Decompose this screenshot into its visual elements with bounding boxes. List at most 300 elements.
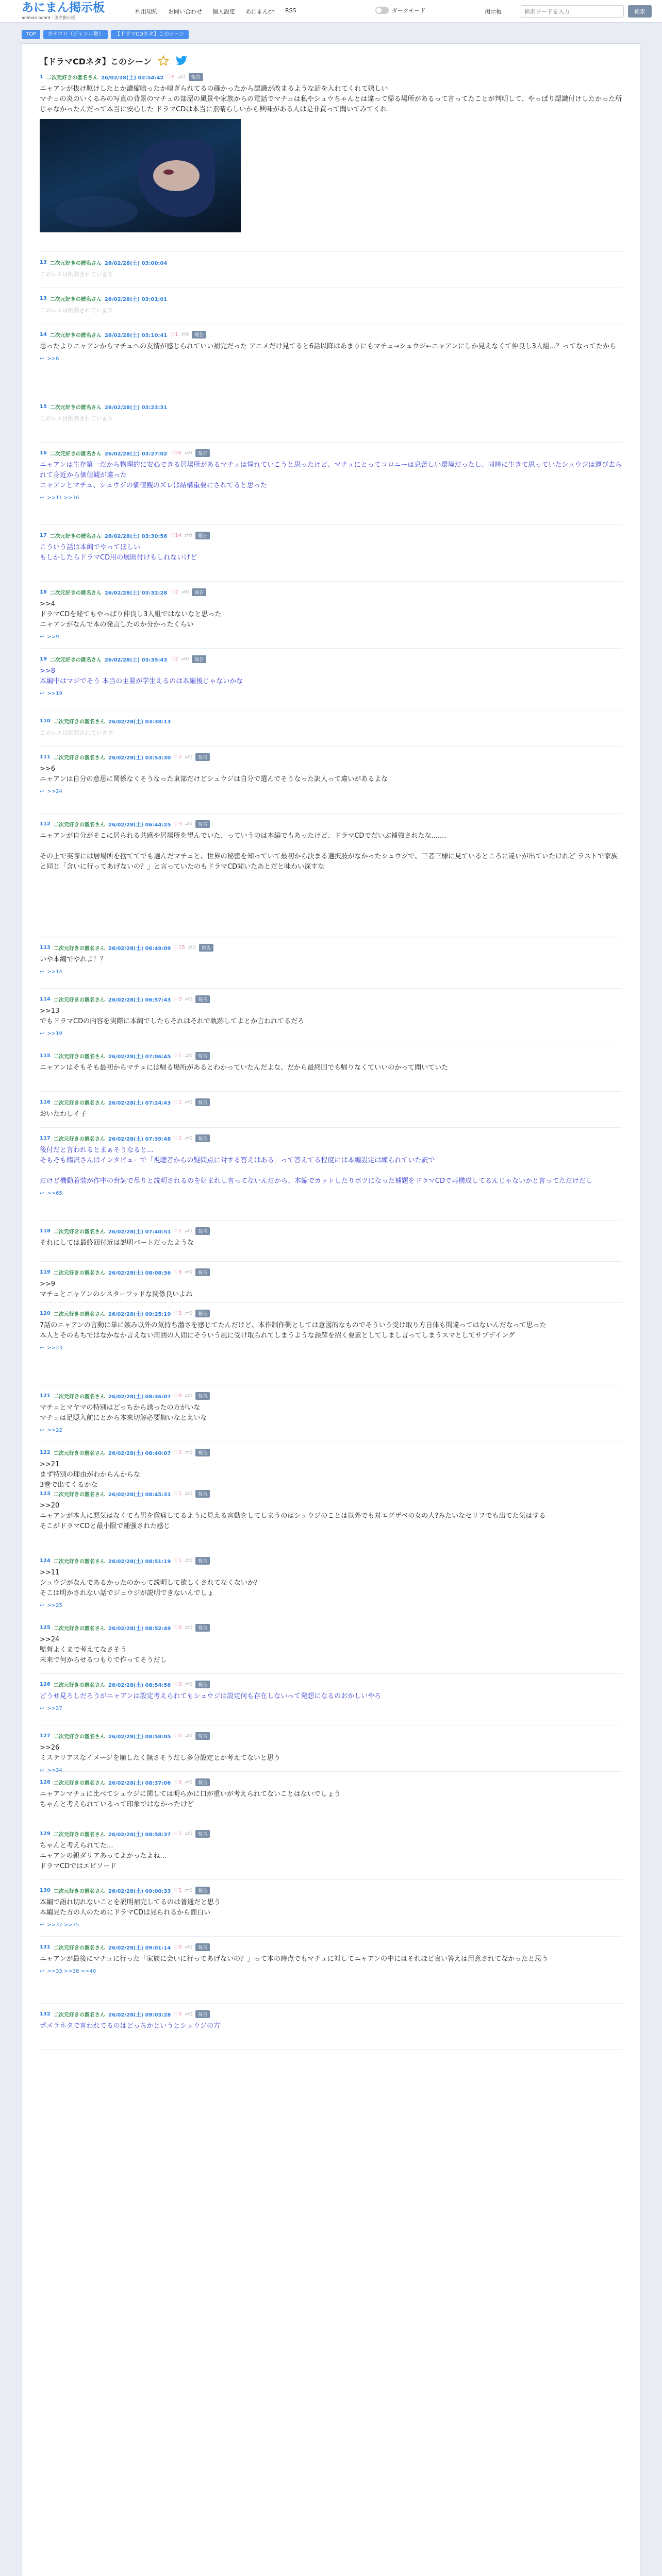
- post-number[interactable]: 121: [40, 1393, 51, 1399]
- nav-contact-link[interactable]: お問い合わせ: [168, 8, 202, 15]
- like-button[interactable]: [174, 945, 185, 951]
- post-item: [40, 1052, 622, 1092]
- post-author: 二次元好きの匿名さん: [53, 1054, 105, 1060]
- report-button[interactable]: 報告: [195, 753, 210, 761]
- post-number[interactable]: 122: [40, 1449, 51, 1455]
- post-header: [40, 1556, 622, 1565]
- nav-settings-link[interactable]: 個人設定: [212, 8, 235, 15]
- report-button[interactable]: 報告: [189, 73, 203, 81]
- toggle-switch-icon[interactable]: [375, 7, 389, 14]
- post-body: [40, 1145, 622, 1187]
- reply-link[interactable]: >>6: [47, 356, 59, 362]
- post-author: 二次元好きの匿名さん: [49, 657, 102, 663]
- share-button[interactable]: [185, 821, 193, 827]
- reply-link[interactable]: >>19: [47, 1031, 62, 1037]
- reply-links: [40, 691, 622, 697]
- heart-icon: ♡: [174, 2011, 179, 2017]
- share-count: 0: [189, 1053, 193, 1059]
- share-button[interactable]: [185, 1053, 193, 1059]
- reply-link[interactable]: >>25: [47, 1603, 62, 1608]
- post-line: ニャアンがなんで本の発言したのか分かったくらい: [40, 621, 194, 629]
- nav-animanch-link[interactable]: あにまんch: [245, 8, 275, 15]
- reply-icon: ↩: [40, 1603, 44, 1608]
- post-date: 26/02/28(土) 03:00:04: [104, 260, 168, 266]
- reply-link[interactable]: >>24: [47, 789, 62, 794]
- report-button[interactable]: 報告: [195, 1134, 210, 1142]
- like-count: 2: [178, 754, 182, 760]
- share-button[interactable]: [181, 656, 189, 662]
- favorite-star-icon[interactable]: [158, 55, 169, 66]
- post-line: 未来で何からせるつもりで作ってそうだし: [40, 1656, 167, 1664]
- report-button[interactable]: 報告: [195, 532, 210, 539]
- post-number[interactable]: 112: [40, 821, 51, 827]
- reply-icon: ↩: [40, 1345, 44, 1351]
- breadcrumb-thread[interactable]: 【ドラマCDネタ】このシーン: [111, 30, 188, 39]
- reply-links: [40, 634, 622, 640]
- like-button[interactable]: [170, 589, 178, 595]
- retweet-icon: ⇄: [185, 1053, 190, 1059]
- post-line: ちゃんと考えられているって印象ではなかったけど: [40, 1801, 194, 1808]
- nav-rss-link[interactable]: RSS: [285, 7, 296, 14]
- post-item: [40, 717, 622, 747]
- report-button[interactable]: 報告: [195, 1681, 210, 1688]
- report-button[interactable]: 報告: [195, 1887, 210, 1894]
- post-line: ミステリアスなイメージを崩したく無さそうだし多分設定とか考えてないと思う: [40, 1754, 280, 1762]
- share-button[interactable]: [185, 1780, 193, 1785]
- like-button[interactable]: [174, 1311, 181, 1316]
- reply-icon: ↩: [40, 969, 44, 975]
- reply-link[interactable]: >>14: [47, 969, 62, 975]
- report-button[interactable]: 報告: [195, 1624, 210, 1632]
- post-date: 26/02/28(土) 08:54:56: [108, 1682, 171, 1688]
- post-number[interactable]: 113: [40, 944, 51, 951]
- post-author: 二次元好きの匿名さん: [49, 332, 102, 338]
- post-body: [40, 955, 622, 965]
- post-author: 二次元好きの匿名さん: [49, 451, 102, 457]
- post-body: [40, 1063, 622, 1073]
- post-date: 26/02/28(土) 03:10:41: [104, 332, 168, 338]
- post-line: ニャアンの親ダリアあってよかったよね...: [40, 1852, 167, 1860]
- post-number[interactable]: 17: [40, 532, 47, 538]
- post-item: [40, 73, 622, 252]
- retweet-icon: ⇄: [185, 1393, 190, 1399]
- post-line: ポメラネタで言われてるのはどっちかというとシュウジの方: [40, 2022, 221, 2030]
- like-button[interactable]: [174, 1682, 181, 1687]
- share-button[interactable]: [185, 1831, 193, 1837]
- report-button[interactable]: 報告: [195, 1830, 210, 1838]
- report-button[interactable]: 報告: [195, 2010, 210, 2018]
- like-button[interactable]: [167, 74, 174, 80]
- post-number[interactable]: 13: [40, 295, 47, 301]
- like-button[interactable]: [174, 821, 181, 827]
- report-button[interactable]: 報告: [195, 1098, 210, 1106]
- page-title: 【ドラマCDネタ】このシーン: [40, 56, 152, 66]
- post-number[interactable]: 125: [40, 1624, 51, 1631]
- reply-links: [40, 356, 622, 362]
- share-button[interactable]: [185, 1944, 193, 1950]
- post-author: 二次元好きの匿名さん: [53, 997, 105, 1003]
- post-header: [40, 820, 622, 828]
- heart-icon: ♡: [170, 532, 175, 538]
- post-author: 二次元好きの匿名さん: [53, 1558, 105, 1565]
- post-author: 二次元好きの匿名さん: [53, 1682, 105, 1688]
- post-body: [40, 1743, 622, 1764]
- retweet-icon: ⇄: [185, 996, 190, 1002]
- post-body: [40, 1109, 622, 1120]
- post-number[interactable]: 15: [40, 403, 47, 410]
- post-author: 二次元好きの匿名さん: [49, 590, 102, 596]
- post-item: [40, 1829, 622, 1880]
- post-line: 本編見た方の人のためにドラマCDは見られるから面白い: [40, 1909, 211, 1917]
- retweet-icon: ⇄: [185, 1557, 190, 1564]
- share-button[interactable]: [185, 1888, 193, 1893]
- report-button[interactable]: 報告: [195, 1052, 210, 1060]
- share-button[interactable]: [185, 1625, 193, 1631]
- like-button[interactable]: [170, 533, 181, 538]
- reply-link[interactable]: >>33 >>38 >>40: [47, 1969, 96, 1974]
- twitter-share-icon[interactable]: [175, 55, 188, 66]
- site-subtitle: animan board - 匿名掲示板: [22, 15, 75, 20]
- post-line: ちゃんと考えられてた...: [40, 1842, 113, 1850]
- report-button[interactable]: 報告: [195, 449, 210, 457]
- report-button[interactable]: 報告: [195, 1490, 210, 1498]
- report-button[interactable]: 報告: [199, 944, 213, 952]
- share-button[interactable]: [185, 1450, 193, 1455]
- post-number[interactable]: 120: [40, 1310, 51, 1316]
- post-header: [40, 995, 622, 1003]
- post-number[interactable]: 18: [40, 589, 47, 595]
- report-button[interactable]: 報告: [195, 1557, 210, 1565]
- like-button[interactable]: [174, 1136, 181, 1141]
- post-header: [40, 294, 622, 302]
- like-button[interactable]: [174, 1053, 181, 1059]
- like-button[interactable]: [174, 1228, 181, 1234]
- like-count: 1: [178, 1053, 182, 1059]
- share-button[interactable]: [185, 1228, 193, 1234]
- post-line: ドラマCDではエピソード: [40, 1862, 117, 1870]
- like-button[interactable]: [170, 656, 178, 662]
- post-author: 二次元好きの匿名さん: [53, 1311, 105, 1317]
- post-body: [40, 1279, 622, 1300]
- like-button[interactable]: [174, 1733, 181, 1739]
- post-body: [40, 2021, 622, 2031]
- post-number[interactable]: 14: [40, 331, 47, 337]
- post-number[interactable]: 119: [40, 1269, 51, 1275]
- share-button[interactable]: [185, 533, 192, 538]
- like-count: 1: [178, 1887, 182, 1893]
- heart-icon: ♡: [174, 754, 179, 760]
- retweet-icon: ⇄: [185, 754, 190, 760]
- reply-icon: ↩: [40, 1768, 44, 1773]
- heart-icon: ♡: [174, 1449, 179, 1455]
- share-count: 0: [189, 1624, 193, 1631]
- share-button[interactable]: [181, 589, 189, 595]
- reply-link[interactable]: >>19: [47, 691, 62, 697]
- breadcrumb-top[interactable]: TOP: [22, 30, 40, 39]
- post-number[interactable]: 114: [40, 996, 51, 1002]
- like-button[interactable]: [174, 1450, 181, 1455]
- post-author: 二次元好きの匿名さん: [53, 1492, 105, 1498]
- reply-link[interactable]: >>65: [47, 1191, 62, 1196]
- share-count: 0: [189, 1557, 193, 1564]
- like-button[interactable]: [174, 1780, 181, 1785]
- post-line: ニャアンマチュに比べてシュウジに関しては明らかに口が重いが考えられてないことはないでしょう: [40, 1790, 341, 1798]
- share-button[interactable]: [185, 2011, 193, 2017]
- like-button[interactable]: [174, 2011, 181, 2017]
- report-button[interactable]: 報告: [195, 1268, 210, 1276]
- post-item: [40, 402, 622, 443]
- post-line: シュウジがなんであるかったのかって説明して欲しくされてなくないか？: [40, 1579, 261, 1587]
- search-button[interactable]: 検索: [628, 5, 652, 18]
- post-item: [40, 1680, 622, 1725]
- post-item: [40, 1268, 622, 1303]
- post-date: 26/02/28(土) 06:44:25: [108, 822, 171, 828]
- share-button[interactable]: [185, 450, 192, 456]
- share-button[interactable]: [185, 1136, 193, 1141]
- like-button[interactable]: [174, 1625, 181, 1631]
- nav-terms-link[interactable]: 利用規約: [135, 8, 158, 15]
- post-image[interactable]: [40, 119, 241, 232]
- reply-links: [40, 1768, 622, 1773]
- reply-link[interactable]: >>23: [47, 1345, 62, 1351]
- reply-links: [40, 1428, 622, 1433]
- post-date: 26/02/28(土) 08:58:37: [108, 1832, 171, 1838]
- report-button[interactable]: 報告: [192, 331, 206, 338]
- post-body: [40, 1320, 622, 1341]
- post-header: [40, 1778, 622, 1786]
- post-number[interactable]: 126: [40, 1681, 51, 1687]
- post-line: まず特別の理由がわからんからな: [40, 1471, 141, 1479]
- like-count: 3: [178, 1310, 182, 1316]
- post-number[interactable]: 124: [40, 1557, 51, 1564]
- reply-link[interactable]: >>27: [47, 1706, 62, 1711]
- share-count: 0: [189, 1944, 193, 1950]
- post-date: 26/02/28(土) 08:52:49: [108, 1625, 171, 1632]
- post-author: 二次元好きの匿名さん: [53, 1625, 105, 1632]
- post-number[interactable]: 1: [40, 74, 43, 80]
- reply-link[interactable]: >>37 >>75: [47, 1922, 79, 1928]
- reply-links: [40, 1191, 622, 1196]
- post-number[interactable]: 128: [40, 1779, 51, 1785]
- search-input[interactable]: [521, 5, 624, 18]
- share-button[interactable]: [185, 1491, 193, 1497]
- share-button[interactable]: [185, 1269, 193, 1275]
- share-button[interactable]: [185, 1099, 193, 1105]
- post-item: [40, 655, 622, 710]
- like-count: 0: [178, 1944, 182, 1950]
- post-item: [40, 1098, 622, 1128]
- post-number[interactable]: 111: [40, 754, 51, 760]
- reply-icon: ↩: [40, 789, 44, 794]
- post-date: 26/02/28(土) 09:00:33: [108, 1888, 171, 1894]
- report-button[interactable]: 報告: [195, 1227, 210, 1235]
- like-button[interactable]: [174, 1558, 181, 1564]
- post-item: [40, 1623, 622, 1674]
- post-author: 二次元好きの匿名さん: [53, 822, 105, 828]
- retweet-icon: ⇄: [185, 2011, 190, 2017]
- like-count: 1: [178, 1135, 182, 1141]
- reply-links: [40, 495, 622, 501]
- report-button[interactable]: 報告: [192, 655, 206, 663]
- like-button[interactable]: [174, 1269, 181, 1275]
- post-body: [40, 1789, 622, 1810]
- report-button[interactable]: 報告: [195, 1778, 210, 1786]
- report-button[interactable]: 報告: [195, 1449, 210, 1456]
- share-button[interactable]: [185, 754, 193, 760]
- post-date: 26/02/28(土) 08:58:05: [108, 1734, 171, 1740]
- reply-icon: ↩: [40, 1428, 44, 1433]
- share-button[interactable]: [181, 332, 189, 337]
- report-button[interactable]: 報告: [195, 820, 210, 828]
- heart-icon: ♡: [174, 1053, 179, 1059]
- post-number[interactable]: 13: [40, 259, 47, 265]
- retweet-icon: ⇄: [181, 589, 186, 595]
- heart-icon: ♡: [174, 1269, 179, 1275]
- retweet-icon: ⇄: [185, 1099, 190, 1105]
- post-header: [40, 1134, 622, 1142]
- like-button[interactable]: [174, 1491, 181, 1497]
- share-count: 0: [189, 1228, 193, 1234]
- post-line: 7話のニャアンの言動に単に嫉み以外の気持ち潜さを感じてたんだけど、本作制作側としては意図的なものでそういう受け取り方自体も間違ってはないんだなって思った: [40, 1321, 547, 1329]
- post-author: 二次元好きの匿名さん: [53, 1270, 105, 1276]
- post-body: [40, 1691, 622, 1702]
- share-button[interactable]: [185, 1733, 193, 1739]
- site-logo[interactable]: あにまん掲示板: [22, 1, 105, 14]
- like-button[interactable]: [170, 450, 181, 456]
- share-count: 0: [189, 1449, 193, 1455]
- post-body: [40, 1403, 622, 1423]
- share-button[interactable]: [178, 74, 186, 80]
- post-line: そもそも鶴沢さんはインタビューで「視聴者からの疑問点に対する答えはある」って答えてる程度には本編設定は練られていた訳で: [40, 1157, 435, 1164]
- reply-link[interactable]: >>22: [47, 1428, 62, 1433]
- post-body: [40, 543, 622, 563]
- post-body: [40, 1501, 622, 1532]
- reply-link[interactable]: >>9: [47, 634, 59, 640]
- post-item: [40, 1732, 622, 1772]
- share-count: 0: [186, 331, 189, 337]
- post-line: このレスは削除されています: [40, 271, 113, 278]
- post-header: [40, 1309, 622, 1317]
- post-line: おいたわしイ子: [40, 1110, 87, 1118]
- post-header: [40, 1268, 622, 1276]
- dark-mode-toggle[interactable]: [375, 6, 426, 14]
- post-body: [40, 84, 622, 115]
- share-button[interactable]: [185, 1311, 193, 1316]
- post-number[interactable]: 117: [40, 1135, 51, 1141]
- post-number[interactable]: 115: [40, 1053, 51, 1059]
- share-count: 0: [189, 1681, 193, 1687]
- like-button[interactable]: [174, 754, 181, 760]
- like-button[interactable]: [174, 1944, 181, 1950]
- post-line: ニャアンが本人に悪気はなくても男を徹痛してるように見える言動をしてしまうのはシュウジのことは以外でも対エグザベの女の人?みたいなセリフでも出てた気はする: [40, 1512, 546, 1520]
- report-button[interactable]: 報告: [195, 1943, 210, 1951]
- post-line: いや本編でやれよ！？: [40, 956, 107, 963]
- report-button[interactable]: 報告: [195, 1732, 210, 1740]
- like-count: 15: [178, 944, 185, 951]
- share-button[interactable]: [188, 945, 196, 951]
- report-button[interactable]: 報告: [195, 1310, 210, 1317]
- search-scope-select[interactable]: 掲示板: [485, 8, 502, 15]
- post-number[interactable]: 132: [40, 2011, 51, 2017]
- post-date: 26/02/28(土) 02:54:42: [101, 75, 164, 81]
- reply-link[interactable]: >>11 >>16: [47, 495, 79, 501]
- post-line: マチュは足隠入前にとから本来切解必要無いなとえいな: [40, 1414, 207, 1422]
- post-number[interactable]: 19: [40, 656, 47, 662]
- post-item: [40, 1886, 622, 1937]
- like-count: 3: [178, 996, 182, 1002]
- like-button[interactable]: [174, 996, 181, 1002]
- post-item: [40, 943, 622, 989]
- post-line: ニャアンとマチュ、シュウジの価値観のズレは結構重要にされてると思った: [40, 482, 267, 489]
- report-button[interactable]: 報告: [195, 995, 210, 1003]
- share-button[interactable]: [185, 1558, 193, 1564]
- share-button[interactable]: [185, 1682, 193, 1687]
- post-header: [40, 1623, 622, 1632]
- share-button[interactable]: [185, 996, 193, 1002]
- post-line: ニャアンは生存第一だから物理的に安心できる居場所があるマチュは憧れていこうと思ったけど、マチュにとってコロニーは息苦しい環境だったし、同時に生きて思っていたシュウジは運び去られて身近から価値観が違った: [40, 461, 622, 479]
- post-number[interactable]: 118: [40, 1228, 51, 1234]
- breadcrumb-category[interactable]: カテゴリ（ジャンル数）: [43, 30, 108, 39]
- reply-links: [40, 969, 622, 975]
- post-header: [40, 655, 622, 663]
- post-header: [40, 449, 622, 457]
- post-number[interactable]: 127: [40, 1733, 51, 1739]
- post-body: [40, 460, 622, 491]
- report-button[interactable]: 報告: [192, 588, 206, 596]
- post-header: [40, 753, 622, 761]
- post-number[interactable]: 130: [40, 1887, 51, 1893]
- like-count: 26: [175, 450, 182, 456]
- like-button[interactable]: [170, 332, 178, 337]
- retweet-icon: ⇄: [185, 450, 189, 456]
- like-button[interactable]: [174, 1393, 181, 1399]
- post-date: 26/02/28(土) 07:24:43: [108, 1100, 171, 1106]
- share-count: 0: [189, 1887, 193, 1893]
- post-item: [40, 1392, 622, 1442]
- post-number[interactable]: 16: [40, 450, 47, 456]
- post-number[interactable]: 116: [40, 1099, 51, 1105]
- reply-link[interactable]: >>34: [47, 1768, 62, 1773]
- post-header: [40, 1098, 622, 1106]
- like-button[interactable]: [174, 1831, 181, 1837]
- retweet-icon: ⇄: [177, 74, 183, 80]
- post-body: [40, 342, 622, 352]
- post-line: 後付だと言われるとまぁそうなると...: [40, 1146, 154, 1154]
- post-number[interactable]: 123: [40, 1490, 51, 1497]
- post-date: 26/02/28(土) 03:35:43: [104, 657, 168, 663]
- like-button[interactable]: [174, 1099, 181, 1105]
- heart-icon: ♡: [174, 1557, 179, 1564]
- post-date: 26/02/28(土) 08:51:19: [108, 1558, 171, 1565]
- reply-links: [40, 789, 622, 794]
- share-count: 0: [189, 532, 192, 538]
- report-button[interactable]: 報告: [195, 1392, 210, 1400]
- post-body: [40, 1568, 622, 1599]
- like-count: 2: [175, 656, 178, 662]
- post-line: そこは明かされない話でジュウジが説明できないんでしょ: [40, 1589, 214, 1597]
- post-date: 26/02/28(土) 03:38:13: [108, 719, 171, 725]
- retweet-icon: ⇄: [185, 1733, 190, 1739]
- like-button[interactable]: [174, 1888, 181, 1893]
- post-body: [40, 666, 622, 687]
- post-number[interactable]: 129: [40, 1831, 51, 1837]
- share-button[interactable]: [185, 1393, 193, 1399]
- post-number[interactable]: 131: [40, 1944, 51, 1950]
- heart-icon: ♡: [174, 1831, 179, 1837]
- post-number[interactable]: 110: [40, 718, 51, 724]
- post-header: [40, 1680, 622, 1688]
- post-header: [40, 1052, 622, 1060]
